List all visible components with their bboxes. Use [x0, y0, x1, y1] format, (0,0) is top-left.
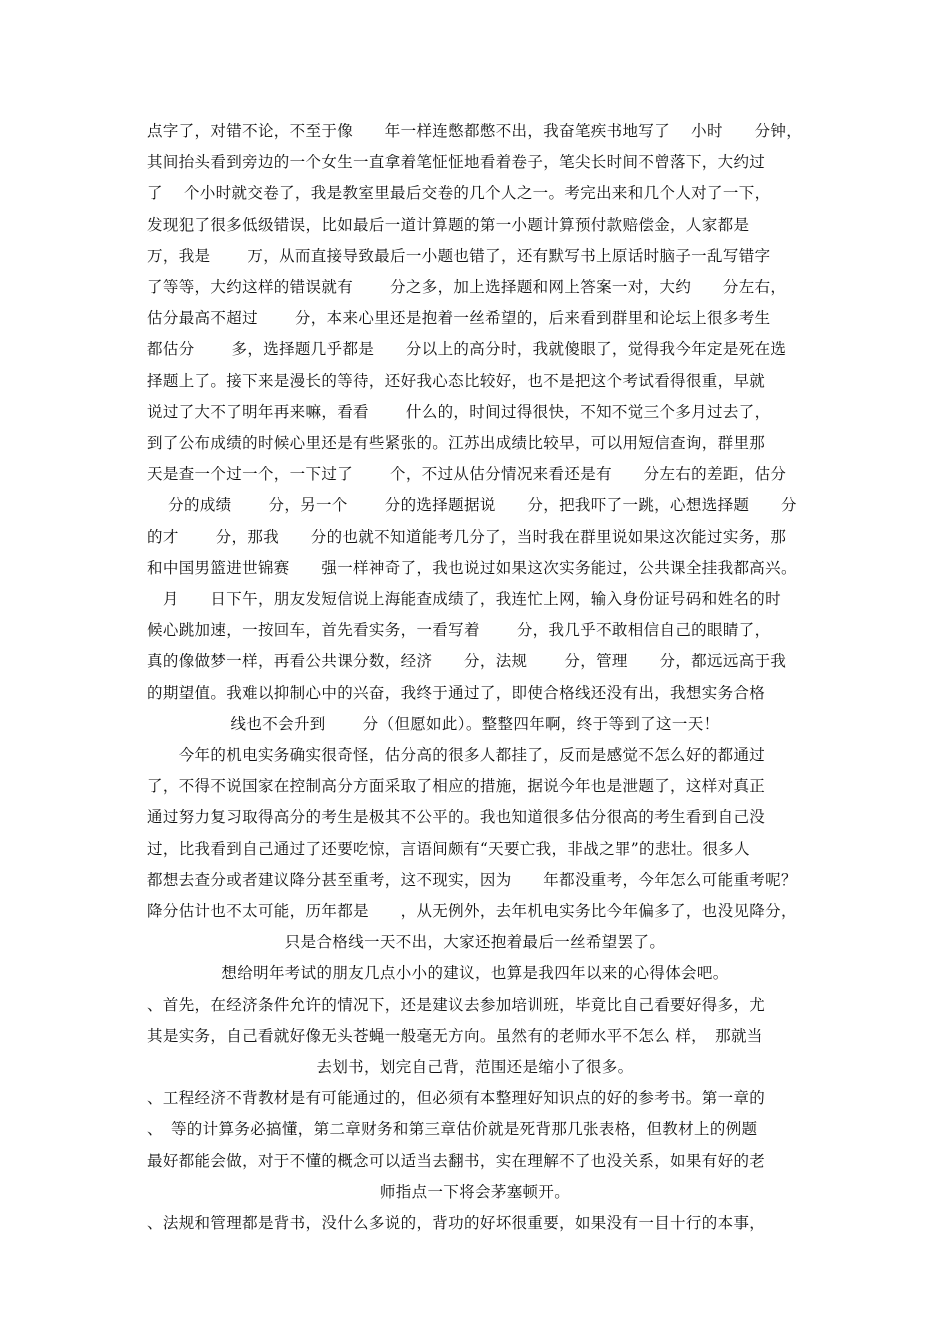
text-line: 万，我是 万，从而直接导致最后一小题也错了，还有默写书上原话时脑子一乱写错字 [147, 246, 771, 265]
text-line: 发现犯了很多低级错误，比如最后一道计算题的第一小题计算预付款赔偿金，人家都是 [147, 215, 750, 234]
text-line: 择题上了。接下来是漫长的等待，还好我心态比较好，也不是把这个考试看得很重，早就 [147, 371, 766, 390]
text-line: 和中国男篮进世锦赛 强一样神奇了，我也说过如果这次实务能过，公共课全挂我都高兴。 [147, 558, 797, 577]
text-line: 说过了大不了明年再来嘛，看看 什么的，时间过得很快，不知不觉三个多月过去了， [147, 402, 771, 421]
text-line: 月 日下午，朋友发短信说上海能查成绩了，我连忙上网，输入身份证号码和姓名的时 [147, 590, 782, 608]
text-line: 通过努力复习取得高分的考生是极其不公平的。我也知道很多估分很高的考生看到自己没 [147, 808, 766, 827]
text-line: 真的像做梦一样，再看公共课分数，经济 分，法规 分，管理 分，都远远高于我 [147, 652, 787, 671]
text-line: 其是实务，自己看就好像无头苍蝇一般毫无方向。虽然有的老师水平不怎么 样， 那就当 [147, 1026, 763, 1045]
text-line: 、首先，在经济条件允许的情况下，还是建议去参加培训班，毕竟比自己看要好得多，尤 [147, 995, 766, 1014]
text-line: 都估分 多，选择题几乎都是 分以上的高分时，我就傻眼了，觉得我今年定是死在选 [147, 340, 787, 359]
text-line: 、工程经济不背教材是有可能通过的，但必须有本整理好知识点的好的参考书。第一章的 [147, 1089, 766, 1108]
text-line: 天是查一个过一个，一下过了 个，不过从估分情况来看还是有 分左右的差距，估分 [147, 465, 787, 484]
text-line: 估分最高不超过 分，本来心里还是抱着一丝希望的，后来看到群里和论坛上很多考生 [147, 309, 771, 328]
text-line: 过，比我看到自己通过了还要吃惊，言语间颇有“天要亡我，非战之罪”的悲壮。很多人 [147, 839, 751, 858]
text-line: 点字了，对错不论，不至于像 年一样连憋都憋不出，我奋笔疾书地写了 小时 分钟， [147, 122, 803, 140]
text-line: 了，不得不说国家在控制高分方面采取了相应的措施，据说今年也是泄题了，这样对真正 [147, 777, 766, 796]
text-line: 最好都能会做，对于不懂的概念可以适当去翻书，实在理解不了也没关系，如果有好的老 [147, 1151, 766, 1170]
text-line: 想给明年考试的朋友几点小小的建议，也算是我四年以来的心得体会吧。 [221, 964, 729, 983]
text-line: 去划书，划完自己背，范围还是缩小了很多。 [316, 1058, 634, 1076]
text-line: 只是合格线一天不出，大家还抱着最后一丝希望罢了。 [284, 933, 666, 952]
text-line: 了等等，大约这样的错误就有 分之多，加上选择题和网上答案一对，大约 分左右， [147, 278, 787, 296]
text-line: 今年的机电实务确实很奇怪，估分高的很多人都挂了，反而是感觉不怎么好的都通过 [147, 746, 766, 764]
text-line: 其间抬头看到旁边的一个女生一直拿着笔怔怔地看着卷子，笔尖长时间不曾落下，大约过 [147, 153, 766, 172]
text-line: 了 个小时就交卷了，我是教室里最后交卷的几个人之一。考完出来和几个人对了一下， [147, 184, 771, 203]
text-line: 候心跳加速，一按回车，首先看实务，一看写着 分，我几乎不敢相信自己的眼睛了， [147, 621, 771, 640]
text-line: 到了公布成绩的时候心里还是有些紧张的。江苏出成绩比较早，可以用短信查询，群里那 [147, 434, 766, 452]
text-line: 都想去查分或者建议降分甚至重考，这不现实，因为 年都没重考，今年怎么可能重考呢？ [147, 870, 797, 889]
text-line: 、法规和管理都是背书，没什么多说的，背功的好坏很重要，如果没有一目十行的本事， [147, 1214, 766, 1232]
text-line: 的期望值。我难以抑制心中的兴奋，我终于通过了，即使合格线还没有出，我想实务合格 [147, 683, 766, 702]
text-line: 分的成绩 分，另一个 分的选择题据说 分，把我吓了一跳，心想选择题 分 [147, 496, 797, 515]
text-line: 师指点一下将会茅塞顿开。 [379, 1182, 571, 1201]
text-line: 的才 分，那我 分的也就不知道能考几分了，当时我在群里说如果这次能过实务，那 [147, 527, 787, 546]
text-line: 线也不会升到 分（但愿如此）。整整四年啊，终于等到了这一天！ [230, 714, 720, 733]
text-line: 降分估计也不太可能，历年都是 ，从无例外，去年机电实务比今年偏多了，也没见降分， [147, 902, 797, 920]
text-line: 、 等的计算务必搞懂，第二章财务和第三章估价就是死背那几张表格，但教材上的例题 [147, 1120, 758, 1139]
